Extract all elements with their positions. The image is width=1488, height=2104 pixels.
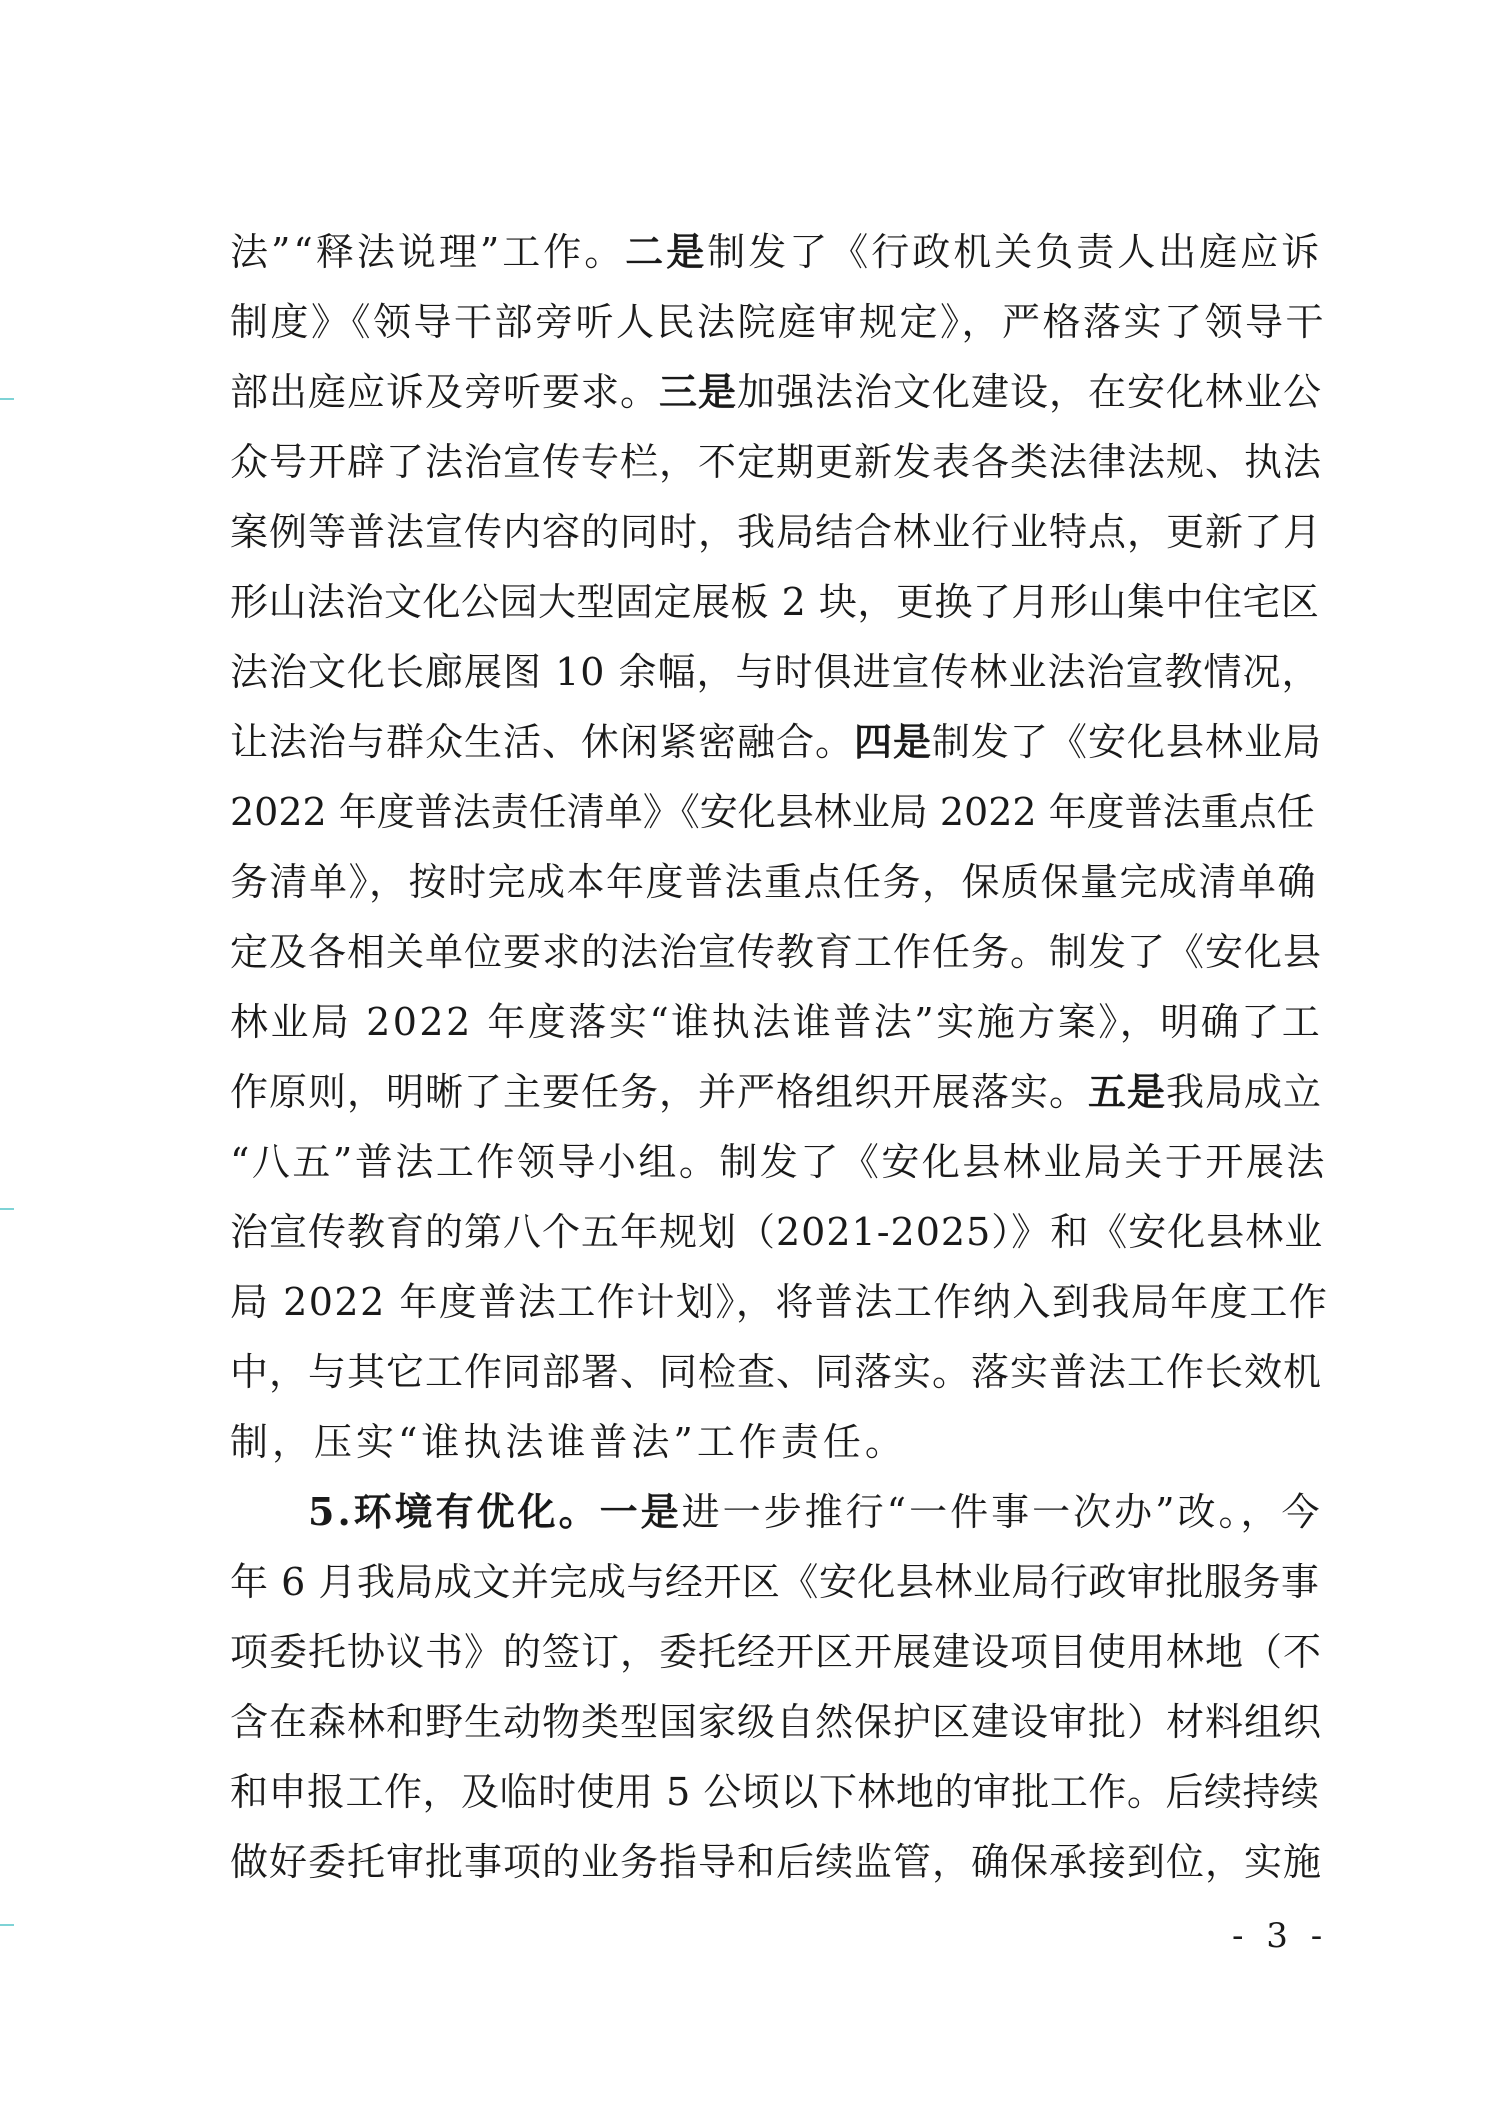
text-run: 让法治与群众生活、休闲紧密融合。 [230, 720, 855, 764]
text-line [230, 222, 1330, 282]
text-line [230, 1692, 1330, 1752]
text-line [230, 292, 1330, 352]
text-line [230, 432, 1330, 492]
text-run: 法治文化长廊展图 10 余幅，与时俱进宣传林业法治宣教情况， [230, 650, 1321, 694]
text-run: 进一步推行“一件事一次办”改。，今 [681, 1490, 1323, 1534]
text-run: 我局成立 [1166, 1070, 1323, 1114]
text-line [230, 922, 1330, 982]
text-run: “八五”普法工作领导小组。制发了《安化县林业局关于开展法 [230, 1140, 1327, 1184]
text-line [230, 852, 1330, 912]
text-run: 法”“释法说理”工作。 [230, 230, 626, 274]
text-line [230, 362, 1330, 422]
bold-text: 四是 [854, 719, 933, 764]
text-line [230, 1482, 1330, 1542]
text-line [230, 1762, 1330, 1822]
text-run: 2022 年度普法责任清单》《安化县林业局 2022 年度普法重点任 [230, 790, 1315, 834]
text-run: 治宣传教育的第八个五年规划（2021-2025）》和《安化县林业 [230, 1210, 1324, 1254]
text-line [230, 1062, 1330, 1122]
text-run: 制发了《安化县林业局 [932, 720, 1323, 764]
text-line [230, 1132, 1330, 1192]
text-line [230, 1552, 1330, 1612]
text-line [230, 782, 1330, 842]
text-run: 项委托协议书》的签订，委托经开区开展建设项目使用林地（不 [230, 1630, 1323, 1674]
text-run: 中，与其它工作同部署、同检查、同落实。落实普法工作长效机 [230, 1350, 1323, 1394]
text-run: 含在森林和野生动物类型国家级自然保护区建设审批）材料组织 [230, 1700, 1323, 1744]
bold-text: 二是 [625, 229, 708, 274]
text-line [230, 502, 1330, 562]
text-line [230, 1412, 1330, 1472]
text-line [230, 1342, 1330, 1402]
text-run: 部出庭应诉及旁听要求。 [230, 370, 660, 414]
text-run: 制，压实“谁执法谁普法”工作责任。 [230, 1420, 907, 1464]
text-line [230, 1202, 1330, 1262]
margin-mark [0, 1924, 14, 1926]
page-number: - 3 - [1232, 1916, 1329, 1956]
text-line [230, 992, 1330, 1052]
text-run: 加强法治文化建设，在安化林业公 [737, 370, 1323, 414]
text-run: 形山法治文化公园大型固定展板 2 块，更换了月形山集中住宅区 [230, 580, 1320, 624]
text-run: 案例等普法宣传内容的同时，我局结合林业行业特点，更新了月 [230, 510, 1323, 554]
margin-mark [0, 1208, 14, 1210]
text-run: 作原则，明晰了主要任务，并严格组织开展落实。 [230, 1070, 1089, 1114]
text-run: 年 6 月我局成文并完成与经开区《安化县林业局行政审批服务事 [230, 1560, 1320, 1604]
text-line [230, 1272, 1330, 1332]
text-line [230, 572, 1330, 632]
margin-mark [0, 398, 14, 400]
text-run: 和申报工作，及临时使用 5 公顷以下林地的审批工作。后续持续 [230, 1770, 1320, 1814]
text-line [230, 712, 1330, 772]
text-run: 林业局 2022 年度落实“谁执法谁普法”实施方案》，明确了工 [230, 1000, 1323, 1044]
bold-text: 五是 [1088, 1069, 1167, 1114]
text-line [230, 642, 1330, 702]
text-line [230, 1622, 1330, 1682]
bold-text: 5.环境有优化。一是 [308, 1489, 682, 1534]
text-line [230, 1832, 1330, 1892]
text-run: 制发了《行政机关负责人出庭应诉 [707, 230, 1323, 274]
text-run: 局 2022 年度普法工作计划》，将普法工作纳入到我局年度工作 [230, 1280, 1329, 1324]
text-run: 制度》《领导干部旁听人民法院庭审规定》，严格落实了领导干 [230, 300, 1327, 344]
text-run: 定及各相关单位要求的法治宣传教育工作任务。制发了《安化县 [230, 930, 1323, 974]
text-run: 做好委托审批事项的业务指导和后续监管，确保承接到位，实施 [230, 1840, 1323, 1884]
bold-text: 三是 [659, 369, 738, 414]
text-run: 务清单》，按时完成本年度普法重点任务，保质保量完成清单确 [230, 860, 1318, 904]
text-run: 众号开辟了法治宣传专栏，不定期更新发表各类法律法规、执法 [230, 440, 1323, 484]
